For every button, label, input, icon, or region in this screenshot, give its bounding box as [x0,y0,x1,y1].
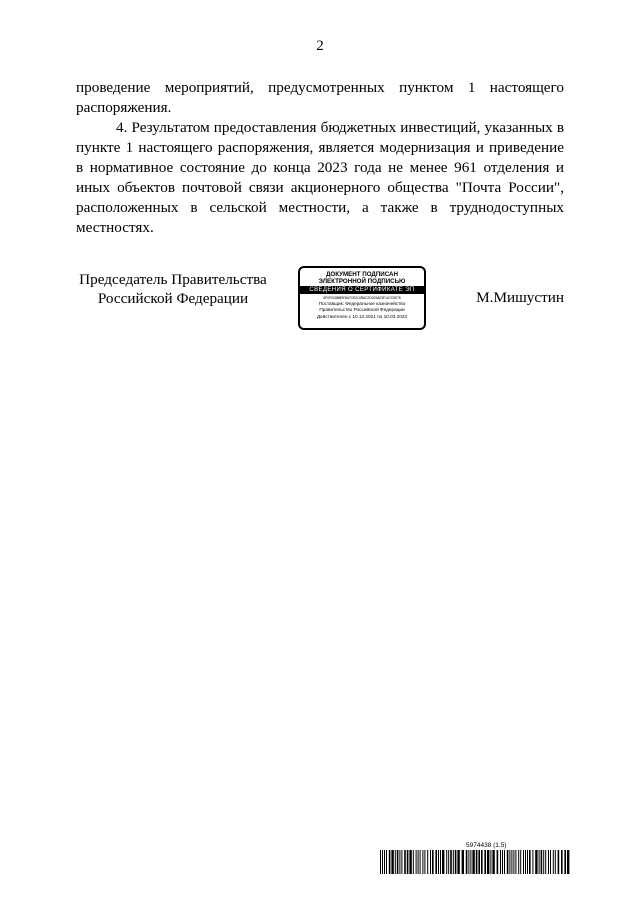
stamp-owner: Правительство Российской Федерации [319,307,405,313]
document-body [76,78,564,238]
stamp-supplier: Поставщик: Федеральное казначейство [318,301,406,306]
stamp-certificate-bar: СВЕДЕНИЯ О СЕРТИФИКАТЕ ЭП [300,286,424,294]
stamp-title-line2: ЭЛЕКТРОННОЙ ПОДПИСЬЮ [318,278,406,285]
paragraph-item-4: 4. Результатом предоставления бюджетных инвестиций, указанных в пункте 1 настоящего распоряжения, является модернизация и приведение в нормативное состояние до конца 2023 года не менее 961 отделения и иных объектов почтовой связи акционерного общества "Почта России", расположенных в сельской местности, а также в труднодоступных местностях. [76,119,564,236]
signatory-position-line1: Председатель Правительства [79,271,267,288]
stamp-validity: Действителен с 10.12.2021 по 10.03.2023 [316,313,408,319]
barcode-label: 5974438 (1.5) [466,842,507,849]
signatory-position-line2: Российской Федерации [97,290,249,307]
paragraph-continuation: проведение мероприятий, предусмотренных пунктом 1 настоящего распоряжения. [76,79,564,116]
signatory-name: М.Мишустин [476,289,564,306]
electronic-signature-stamp [298,266,426,330]
barcode-icon [380,850,570,874]
stamp-title-line1: ДОКУМЕНТ ПОДПИСАН [326,271,398,278]
signatory-position [78,270,268,308]
stamp-title [300,271,424,285]
page-number: 2 [316,38,324,54]
stamp-serial: 5F0F0C8BB9F8A7CE0C0B6C2D1E9A03F1A7C5E78 [323,296,401,300]
